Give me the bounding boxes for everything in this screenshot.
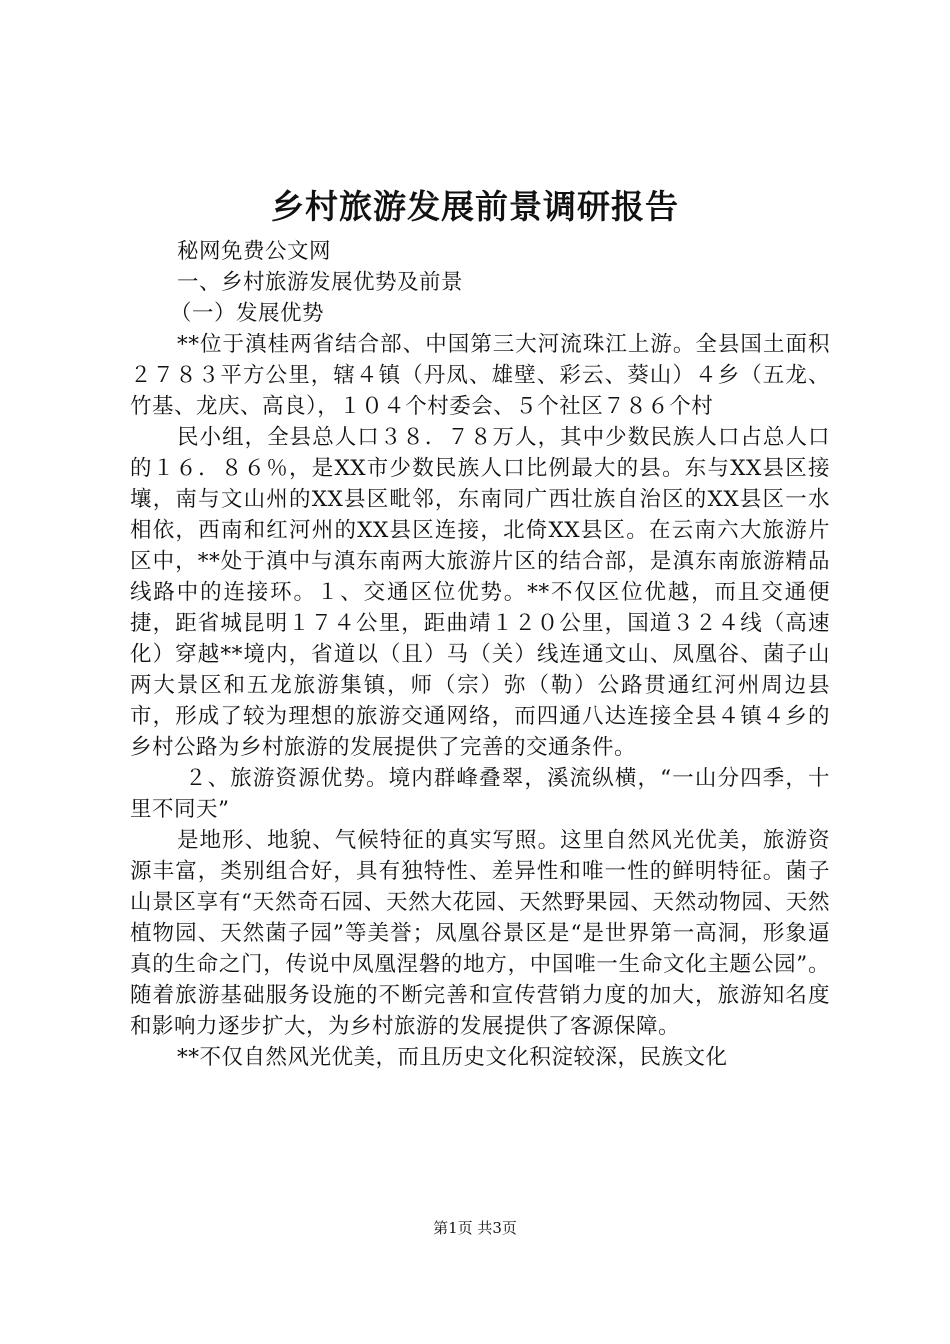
page-footer: 第1页 共3页 <box>433 1219 517 1237</box>
paragraph: **不仅自然风光优美，而且历史文化积淀较深，民族文化 <box>177 1045 728 1070</box>
paragraph: 是地形、地貌、气候特征的真实写照。这里自然风光优美，旅游资源丰富，类别组合好，具有独特性、差异性和唯一性的鲜明特征。菌子山景区享有“天然奇石园、天然大花园、天然野果园、天然动物园、天然植物园、天然菌子园”等美誉；凤凰谷景区是“是世界第一高洞，形象逼真的生命之门，传说中凤凰涅磐的地方，中国唯一生命文化主题公园”。随着旅游基础服务设施的不断完善和宣传营销力度的加大，旅游知名度和影响力逐步扩大，为乡村旅游的发展提供了客源保障。 <box>130 828 830 1039</box>
document-body <box>130 236 830 1073</box>
subsection-heading: （一）发展优势 <box>170 301 325 326</box>
document-title: 乡村旅游发展前景调研报告 <box>271 187 679 226</box>
paragraph: **位于滇桂两省结合部、中国第三大河流珠江上游。全县国土面积２７８３平方公里，辖４镇（丹凤、雄壁、彩云、葵山）４乡（五龙、竹基、龙庆、高良），１０４个村委会、５个社区７８６个村 <box>130 332 830 419</box>
paragraph: ２、旅游资源优势。境内群峰叠翠，溪流纵横，“一山分四季，十里不同天” <box>130 766 830 822</box>
section-heading: 一、乡村旅游发展优势及前景 <box>177 270 464 295</box>
paragraph-source: 秘网免费公文网 <box>177 239 332 264</box>
paragraph: 民小组，全县总人口３８．７８万人，其中少数民族人口占总人口的１６．８６％，是XX市少数民族人口比例最大的县。东与XX县区接壤，南与文山州的XX县区毗邻，东南同广西壮族自治区的XX县区一水相依，西南和红河州的XX县区连接，北倚XX县区。在云南六大旅游片区中，**处于滇中与滇东南两大旅游片区的结合部，是滇东南旅游精品线路中的连接环。１、交通区位优势。**不仅区位优越，而且交通便捷，距省城昆明１７４公里，距曲靖１２０公里，国道３２４线（高速化）穿越**境内，省道以（且）马（关）线连通文山、凤凰谷、菌子山两大景区和五龙旅游集镇，师（宗）弥（勒）公路贯通红河州周边县市，形成了较为理想的旅游交通网络，而四通八达连接全县４镇４乡的乡村公路为乡村旅游的发展提供了完善的交通条件。 <box>130 425 830 760</box>
